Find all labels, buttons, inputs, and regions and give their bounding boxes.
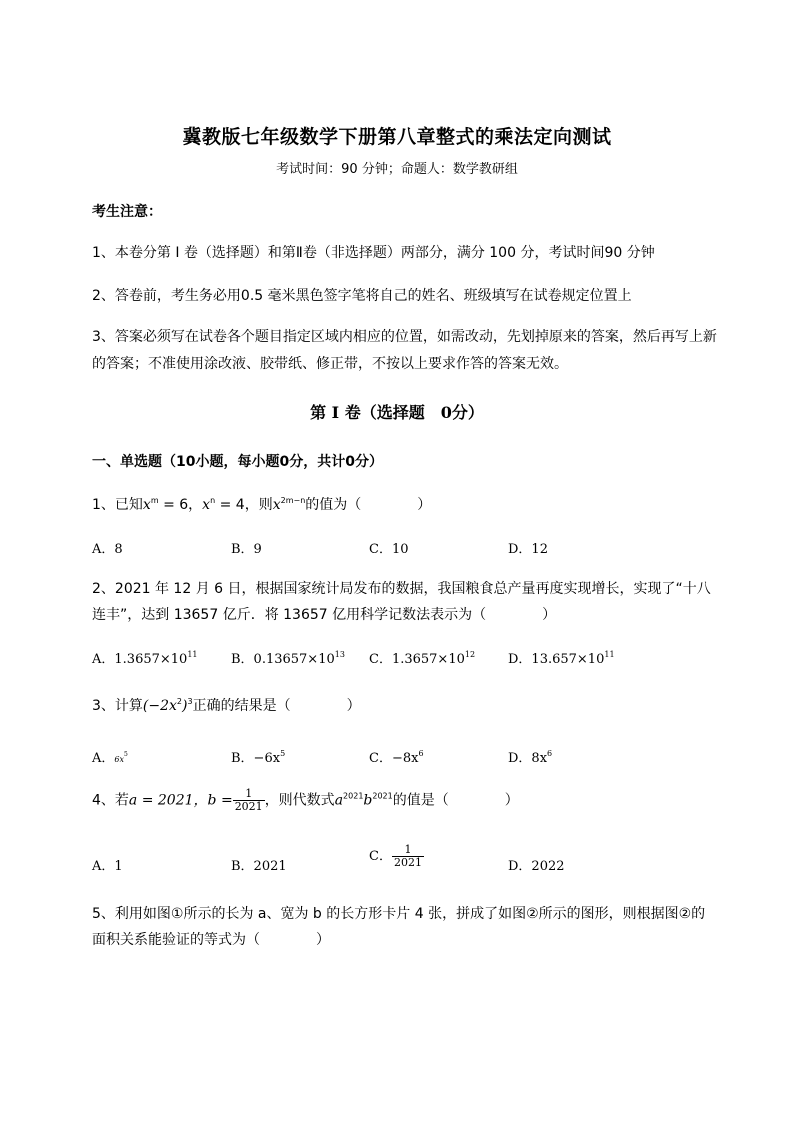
q1-prefix: 1、已知 [92,497,143,513]
q3-expr: (−2x [142,698,177,714]
q1-eq1: = 6， [158,497,203,513]
question-5-line-2: 面积关系能验证的等式为（ ） [92,932,330,948]
q2-option-a-label: A．1.3657×10 [92,652,188,667]
q2-option-c-label: C．1.3657×10 [369,652,465,667]
question-3 [92,695,361,715]
q3-option-a[interactable] [92,747,128,766]
q3-option-b-label: B．−6x [231,751,281,766]
exam-subtitle: 考试时间：90 分钟；命题人：数学教研组 [276,162,518,177]
q2-option-a[interactable] [92,648,198,667]
q3-option-d-exp: 6 [547,749,553,758]
q1-eq2: = 4，则 [215,497,273,513]
q3-e-outer: 3 [187,697,193,706]
notice-item-3-cont: 的答案；不准使用涂改液、胶带纸、修正带，不按以上要求作答的答案无效。 [92,356,568,372]
q3-prefix: 3、计算 [92,698,143,714]
q4-exp-b: 2021 [372,791,393,801]
q1-option-d[interactable]: D．12 [508,542,548,557]
q2-option-c-exp: 12 [464,650,476,659]
q1-e1: m [150,496,159,505]
q4-option-a[interactable]: A．1 [92,859,123,874]
q3-option-c[interactable] [369,747,424,766]
question-2-line-1: 2、2021 年 12 月 6 日，根据国家统计局发布的数据，我国粮食总产量再度实现增长，实现了“十八 [92,581,711,597]
notice-item-2: 2、答卷前，考生务必用0.5 毫米黑色签字笔将自己的姓名、班级填写在试卷规定位置上 [92,288,632,304]
q4-option-b[interactable]: B．2021 [231,859,287,874]
exam-title: 冀教版七年级数学下册第八章整式的乘法定向测试 [182,126,612,148]
q4-frac-den: 2021 [234,800,263,813]
q4-option-c-label: C． [369,849,392,864]
q1-e2: n [210,496,216,505]
q2-option-d-label: D．13.657×10 [508,652,605,667]
q4-option-c-num: 1 [392,844,424,857]
q3-option-d[interactable] [508,747,552,766]
q3-option-d-label: D．8x [508,751,548,766]
q4-expr-b: b [363,792,373,809]
q1-x1: x [142,497,151,513]
q3-option-a-expr: 6x [114,755,124,764]
q2-option-b-exp: 13 [334,650,345,659]
q4-mid: ，则代数式 [264,792,335,809]
q1-e3: 2m−n [280,496,306,505]
q3-e-inner: 2 [176,697,183,706]
q4-suffix: 的值是（ ） [392,792,519,809]
q2-option-d-exp: 11 [604,650,615,659]
notice-item-1: 1、本卷分第 I 卷（选择题）和第Ⅱ卷（非选择题）两部分，满分 100 分，考试时间90 分钟 [92,245,655,261]
section-title: 第 I 卷（选择题 0分） [310,403,484,422]
question-5-line-1: 5、利用如图①所示的长为 a、宽为 b 的长方形卡片 4 张，拼成了如图②所示的图形，则根据图②的 [92,906,706,922]
q2-option-b[interactable] [231,648,345,667]
q2-option-b-label: B．0.13657×10 [231,652,335,667]
q3-suffix: 正确的结果是（ ） [192,698,361,714]
q2-option-d[interactable] [508,648,615,667]
q4-option-c-den: 2021 [393,856,422,869]
q3-option-c-exp: 6 [418,749,424,758]
q3-option-c-label: C．−8x [369,751,419,766]
part-title: 一、单选题（10小题，每小题0分，共计0分） [92,454,383,470]
notice-item-3: 3、答案必须写在试卷各个题目指定区域内相应的位置，如需改动，先划掉原来的答案，然后再写上新 [92,329,717,345]
q4-option-d[interactable]: D．2022 [508,859,565,874]
q4-prefix: 4、若 [92,792,129,809]
q3-option-b[interactable] [231,747,285,766]
question-4 [92,788,519,813]
q1-option-b[interactable]: B．9 [231,542,262,557]
q1-option-a[interactable]: A．8 [92,542,123,557]
q3-close: ) [182,698,188,714]
q4-exp-a: 2021 [343,791,364,801]
q4-fraction [233,788,265,813]
q4-b-eq: b = [207,792,233,809]
question-2-line-2: 连丰”，达到 13657 亿斤．将 13657 亿用科学记数法表示为（ ） [92,607,557,623]
q4-option-c-fraction [392,844,424,869]
q1-suffix: 的值为（ ） [305,497,432,513]
q4-expr-a: a [334,792,344,809]
q4-frac-num: 1 [233,788,265,801]
q3-option-a-exp: 5 [124,751,128,758]
notice-title: 考生注意： [92,204,162,220]
q4-option-c[interactable] [369,844,424,869]
q1-option-c[interactable]: C．10 [369,542,409,557]
q3-option-a-label: A． [92,751,115,766]
question-1 [92,494,431,514]
q3-option-b-exp: 5 [280,749,286,758]
q2-option-c[interactable] [369,648,475,667]
q4-a-eq: a = 2021， [128,792,208,809]
q1-x3: x [272,497,281,513]
q2-option-a-exp: 11 [187,650,198,659]
q1-x2: x [202,497,211,513]
